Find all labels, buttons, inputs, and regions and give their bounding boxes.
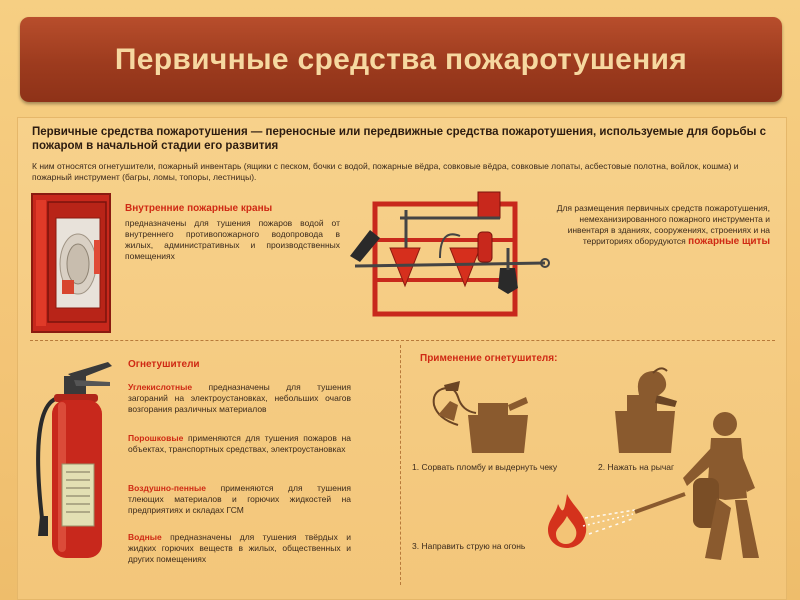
intro-heading: Первичные средства пожаротушения — переносные или передвижные средства пожаротушения, используемые для борьбы с пожаром в начальной стадии его развития	[32, 126, 767, 152]
type-text: применяются для тушения тлеющих материалов и горючих жидкостей на предприятиях и складах ГСМ	[128, 483, 351, 515]
page-title: Первичные средства пожаротушения	[114, 42, 688, 76]
type-name: Порошковые	[128, 433, 184, 443]
extinguisher-type-4	[128, 532, 351, 565]
type-name: Водные	[128, 532, 162, 542]
section-divider	[30, 340, 775, 341]
extinguisher-type-3	[128, 483, 351, 516]
type-text: предназначены для тушения загораний на электроустановках, небольших очагов возгорания различных материалов	[128, 382, 351, 414]
type-text: применяются для тушения пожаров на объектах, транспортных средствах, электроустановках	[128, 433, 351, 454]
type-name: Воздушно-пенные	[128, 483, 207, 493]
shields-highlight: пожарные щиты	[688, 236, 770, 247]
fire-extinguisher-icon	[28, 358, 123, 563]
intro-text: К ним относятся огнетушители, пожарный инвентарь (ящики с песком, бочки с водой, пожарные вёдра, совковые вёдра, совковые лопаты, асбестовые полотна, войлок, кошма) и пожарный инструмент (багры, ломы, топоры, лестницы).	[32, 161, 739, 182]
usage-step-1: 1. Сорвать пломбу и выдернуть чеку	[412, 462, 558, 472]
column-divider	[400, 345, 401, 585]
pull-pin-icon	[428, 375, 533, 455]
fire-hydrant-cabinet-icon	[30, 192, 114, 336]
title-banner	[20, 17, 782, 102]
hydrants-title: Внутренние пожарные краны	[125, 203, 273, 214]
extinguisher-type-1	[128, 382, 351, 415]
extinguisher-type-2	[128, 433, 351, 455]
usage-step-3: 3. Направить струю на огонь	[412, 541, 526, 551]
usage-title: Применение огнетушителя:	[420, 353, 558, 364]
hydrants-text: предназначены для тушения пожаров водой от внутреннего противопожарного водопровода в жилых, административных и производственных помещениях	[125, 218, 340, 261]
usage-step-2: 2. Нажать на рычаг	[598, 462, 675, 472]
type-text: предназначены для тушения твёрдых и жидких горючих веществ в жилых, общественных и других помещениях	[128, 532, 351, 564]
extinguishers-title: Огнетушители	[128, 359, 200, 370]
firefighter-spraying-icon	[575, 408, 775, 568]
type-name: Углекислотные	[128, 382, 193, 392]
shields-description: Для размещения первичных средств пожаротушения, немеханизированного пожарного инструмента и инвентаря в зданиях, сооружениях, строениях и на территориях оборудуются	[556, 203, 770, 246]
shields-text	[555, 203, 770, 247]
fire-shield-board-icon	[340, 188, 550, 318]
